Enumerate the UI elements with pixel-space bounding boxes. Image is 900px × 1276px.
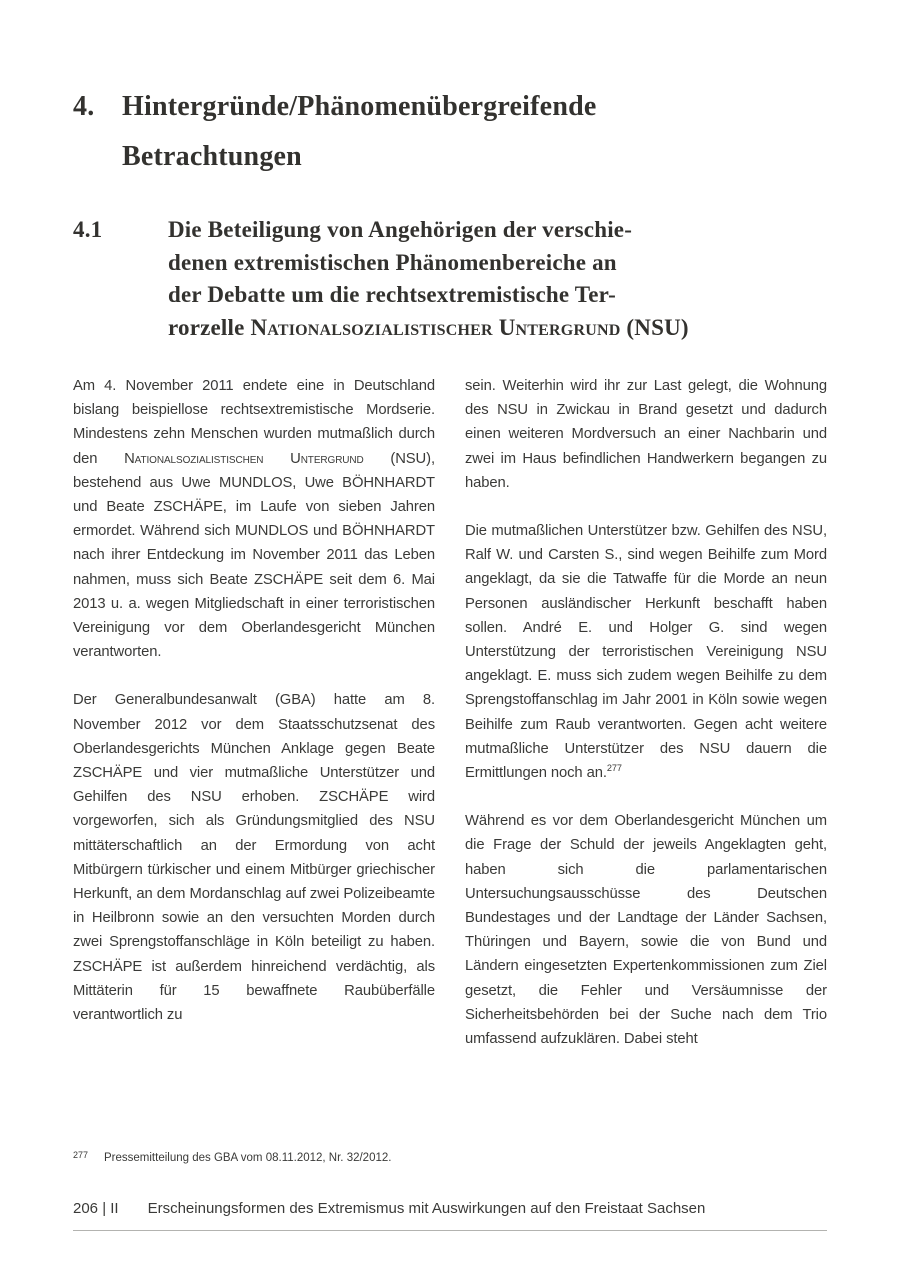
footer-running-title: Erscheinungsformen des Extremismus mit Auswirkungen auf den Freistaat Sachsen [147,1200,706,1217]
body-column-left [73,374,435,1051]
body-paragraph: Die mutmaßlichen Unterstützer bzw. Gehilfen des NSU, Ralf W. und Carsten S., sind wegen Beihilfe zum Mord angeklagt, da sie die Tatwaffe für die Morde an neun Personen ausländischer Herkunft beschafft haben sollen. André E. und Holger G. sind wegen Unterstützung der terroristischen Vereinigung NSU angeklagt. E. muss sich zudem wegen Beihilfe zu dem Sprengstoffanschlag im Jahr 2001 in Köln sowie wegen Beihilfe zum Raub verantworten. Gegen acht weitere mutmaßliche Unterstützer des NSU dauern die Ermittlungen noch an.$^{277}$ [465,523,827,782]
section-heading-line: der Debatte um die rechtsextremistische Ter- [168,282,617,307]
section-heading-line: rorzelle Nationalsozialistischer Untergrund (NSU) [168,314,689,340]
footnote [73,1152,827,1164]
page-footer [73,1200,827,1231]
section-heading-line: Die Beteiligung von Angehörigen der verschie- [168,217,633,242]
footnote-marker: 277 [73,1150,89,1160]
section-heading-line: denen extremistischen Phänomenbereiche an [168,249,617,275]
section-heading [73,214,827,344]
section-number: 4.1 [73,217,103,242]
chapter-title [73,82,827,182]
footer-page-number: 206 | II [73,1200,119,1217]
body-paragraph: Am 4. November 2011 endete eine in Deutschland bislang beispiellose rechtsextremistische Mordserie. Mindestens zehn Menschen wurden mutmaßlich durch den Nationalsozialistischen Untergrund (NSU), bestehend aus Uwe MUNDLOS, Uwe BÖHNHARDT und Beate ZSCHÄPE, im Laufe von sieben Jahren ermordet. Während sich MUNDLOS und BÖHNHARDT nach ihrer Entdeckung im November 2011 das Leben nahmen, muss sich Beate ZSCHÄPE seit dem 6. Mai 2013 u. a. wegen Mitgliedschaft in einer terroristischen Vereinigung vor dem Oberlandesgericht München verantworten. [73,378,435,661]
body-paragraph: Der Generalbundesanwalt (GBA) hatte am 8. November 2012 vor dem Staatsschutzsenat des Oberlandesgerichts München Anklage gegen Beate ZSCHÄPE und vier mutmaßliche Unterstützer und Gehilfen des NSU erhoben. ZSCHÄPE wird vorgeworfen, sich als Gründungsmitglied des NSU mittäterschaftlich an der Ermordung von acht Mitbürgern türkischer und einem Mitbürger griechischer Herkunft, an dem Mordanschlag auf zwei Polizeibeamte in Heilbronn sowie an den versuchten Morden durch zwei Sprengstoffanschläge in Köln beteiligt zu haben. ZSCHÄPE ist außerdem hinreichend verdächtig, als Mittäterin für 15 bewaffnete Raubüberfälle verantwortlich zu [73,692,435,1024]
section-heading-lines [168,214,827,344]
chapter-title-lines [122,82,597,182]
body-paragraph: sein. Weiterhin wird ihr zur Last gelegt, die Wohnung des NSU in Zwickau in Brand gesetzt und dadurch einen weiteren Mordversuch an einer Nachbarin und zwei im Haus befindlichen Handwerkern begangen zu haben. [465,378,827,491]
footnote-text: Pressemitteilung des GBA vom 08.11.2012, Nr. 32/2012. [104,1152,392,1164]
chapter-title-line: Betrachtungen [122,141,302,172]
body-column-right [465,374,827,1051]
chapter-number: 4. [73,91,95,122]
body-text [73,374,827,1051]
body-paragraph: Während es vor dem Oberlandesgericht München um die Frage der Schuld der jeweils Angeklagten geht, haben sich die parlamentarischen Untersuchungsausschüsse des Deutschen Bundestages und der Landtage der Länder Sachsen, Thüringen und Bayern, sowie die von Bund und Ländern eingesetzten Expertenkommissionen zum Ziel gesetzt, die Fehler und Versäumnisse der Sicherheitsbehörden bei der Suche nach dem Trio umfassend aufzuklären. Dabei steht [465,813,827,1048]
chapter-title-line: Hintergründe/Phänomenübergreifende [122,91,597,122]
